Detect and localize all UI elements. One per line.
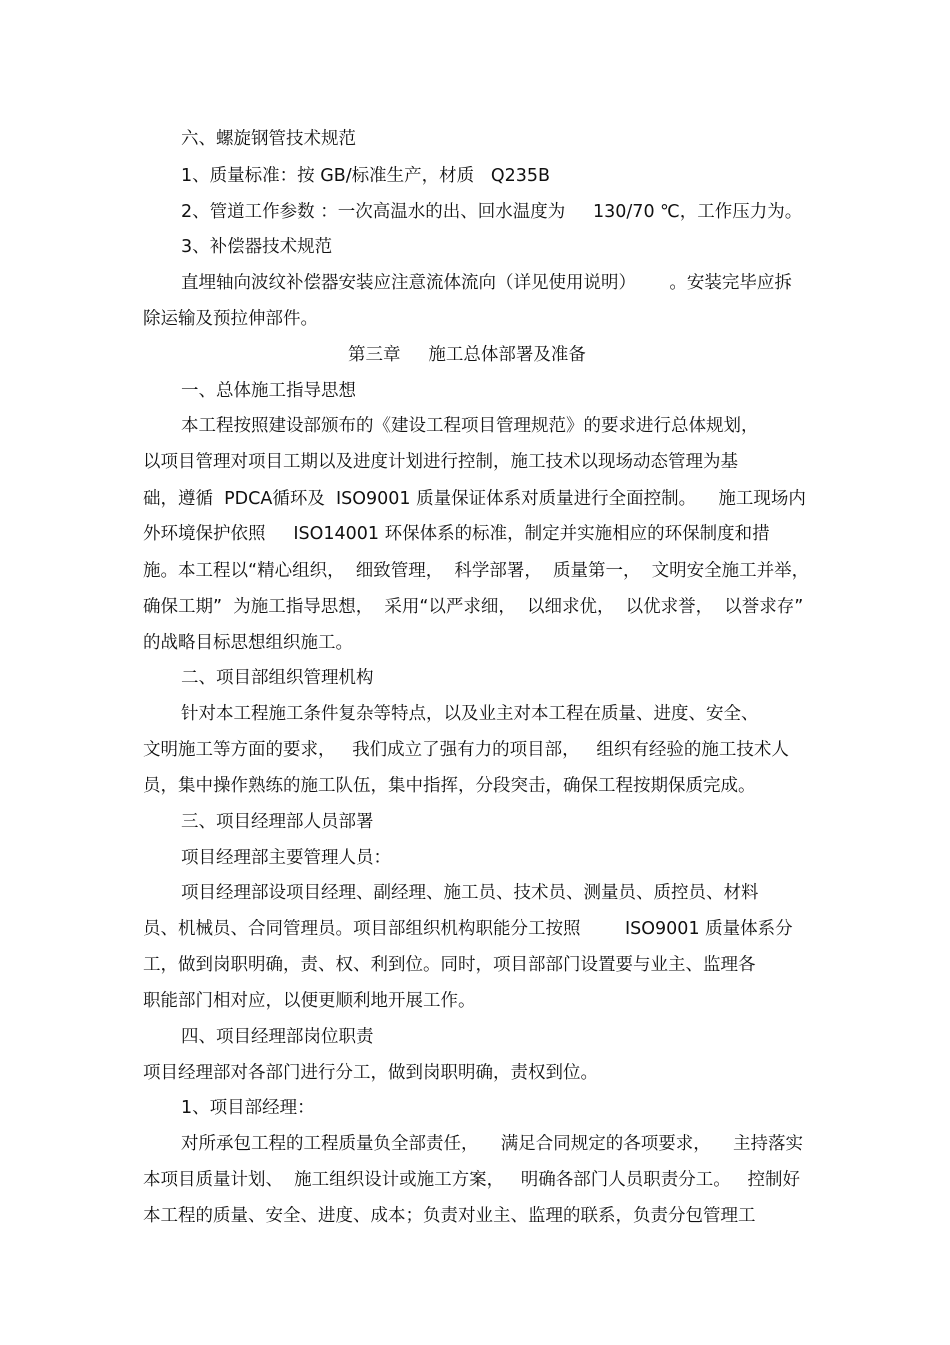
paragraph-line: 职能部门相对应，以便更顺利地开展工作。	[143, 991, 476, 1011]
paragraph-line: 本项目质量计划、 施工组织设计或施工方案， 明确各部门人员职责分工。 控制好	[143, 1170, 800, 1190]
paragraph-line: 确保工期” 为施工指导思想， 采用“以严求细， 以细求优， 以优求誉， 以誉求存”	[143, 597, 804, 617]
paragraph-line: 外环境保护依照 ISO14001 环保体系的标准，制定并实施相应的环保制度和措	[143, 524, 770, 544]
section-heading-spiral-steel-pipe-spec: 六、螺旋钢管技术规范	[181, 129, 356, 149]
paragraph-line: 项目经理部对各部门进行分工，做到岗职明确，责权到位。	[143, 1063, 598, 1083]
section-heading: 一、总体施工指导思想	[181, 381, 356, 401]
chapter-title: 第三章 施工总体部署及准备	[348, 345, 586, 365]
paragraph-line: 1、质量标准：按 GB/标准生产，材质 Q235B	[181, 166, 551, 186]
paragraph-line: 除运输及预拉伸部件。	[143, 309, 318, 329]
paragraph-line: 员，集中操作熟练的施工队伍，集中指挥，分段突击，确保工程按期保质完成。	[143, 776, 756, 796]
paragraph-line: 本工程的质量、安全、进度、成本；负责对业主、监理的联系，负责分包管理工	[143, 1206, 756, 1226]
section-heading: 三、项目经理部人员部署	[181, 812, 374, 832]
paragraph-line: 2、管道工作参数 ：一次高温水的出、回水温度为 130/70 ℃，工作压力为。	[181, 202, 803, 222]
section-heading: 四、项目经理部岗位职责	[181, 1027, 374, 1047]
section-heading: 二、项目部组织管理机构	[181, 668, 374, 688]
subsection-heading: 1、项目部经理：	[181, 1098, 315, 1118]
paragraph-line: 施。本工程以“精心组织， 细致管理， 科学部署， 质量第一， 文明安全施工并举，	[143, 561, 810, 581]
paragraph-line: 项目经理部主要管理人员：	[181, 848, 391, 868]
paragraph-line: 直埋轴向波纹补偿器安装应注意流体流向（详见使用说明） 。安装完毕应拆	[181, 273, 792, 293]
paragraph-line: 以项目管理对项目工期以及进度计划进行控制，施工技术以现场动态管理为基	[143, 452, 738, 472]
paragraph-line: 针对本工程施工条件复杂等特点，以及业主对本工程在质量、进度、安全、	[181, 704, 759, 724]
paragraph-line: 员、机械员、合同管理员。项目部组织机构职能分工按照 ISO9001 质量体系分	[143, 919, 793, 939]
paragraph-line: 本工程按照建设部颁布的《建设工程项目管理规范》的要求进行总体规划，	[181, 416, 759, 436]
paragraph-line: 工，做到岗职明确，责、权、利到位。同时，项目部部门设置要与业主、监理各	[143, 955, 756, 975]
paragraph-line: 3、补偿器技术规范	[181, 237, 333, 257]
paragraph-line: 项目经理部设项目经理、副经理、施工员、技术员、测量员、质控员、材料	[181, 883, 759, 903]
paragraph-line: 对所承包工程的工程质量负全部责任， 满足合同规定的各项要求， 主持落实	[181, 1134, 803, 1154]
paragraph-line: 文明施工等方面的要求， 我们成立了强有力的项目部， 组织有经验的施工技术人	[143, 740, 789, 760]
paragraph-line: 的战略目标思想组织施工。	[143, 633, 353, 653]
paragraph-line: 础，遵循 PDCA循环及 ISO9001 质量保证体系对质量进行全面控制。 施工现场内	[143, 489, 806, 509]
